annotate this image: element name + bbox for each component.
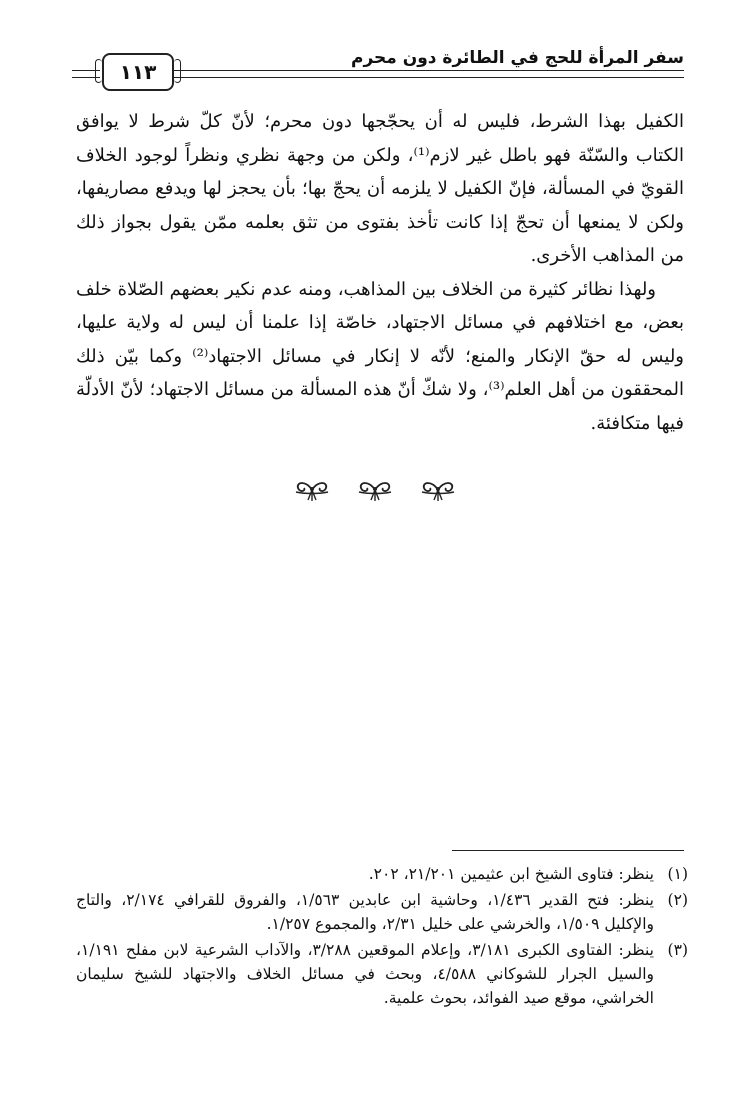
paragraph: ولهذا نظائر كثيرة من الخلاف بين المذاهب، ومنه عدم نكير بعضهم الصّلاة خلف بعض، مع اختلافهم في مسائل الاجتهاد، خاصّة إذا علمنا أن ليس له ولاية عليها، وليس له حقّ الإنكار والمنع؛ لأنّه لا إنكار في مسائل الاجتهاد⁽²⁾ وكما بيّن ذلك المحققون من أهل العلم⁽³⁾، ولا شكّ أنّ هذه المسألة من مسائل الاجتهاد؛ لأنّ الأدلّة فيها متكافئة.: [76, 278, 685, 434]
footnote: [76, 888, 688, 936]
footnote-number: (٢): [667, 891, 688, 909]
fleuron-icon: [416, 478, 460, 502]
page-number: ١١٣: [102, 53, 174, 91]
footnote: [76, 938, 688, 1010]
footnotes: [76, 862, 688, 1012]
footnote-separator: [452, 850, 684, 851]
header-title: سفر المرأة للحج في الطائرة دون محرم: [350, 48, 684, 68]
footnote-text: ينظر: فتح القدير ١/٤٣٦، وحاشية ابن عابدين ١/٥٦٣، والفروق للقرافي ٢/١٧٤، والتاج والإكليل ١/٥٠٩، والخرشي على خليل ٢/٣١، والمجموع ١/٢٥٧.: [76, 891, 654, 933]
paragraph: الكفيل بهذا الشرط، فليس له أن يحجّجها دون محرم؛ لأنّ كلّ شرط لا يوافق الكتاب والسّنّة فهو باطل غير لازم⁽¹⁾، ولكن من وجهة نظري ونظراً لوجود الخلاف القويّ في المسألة، فإنّ الكفيل لا يلزمه أن يحجّ بها؛ بأن يحجز لها ويدفع مصاريفها، ولكن لا يمنعها أن تحجّ إذا كانت تأخذ بفتوى من تثق بعلمه ممّن يقول بجواز ذلك من المذاهب الأخرى.: [76, 111, 685, 266]
running-header: [72, 40, 684, 90]
footnote: [76, 862, 688, 886]
footnote-number: (٣): [667, 941, 688, 959]
header-rule: [174, 70, 684, 78]
footnote-number: (١): [667, 865, 688, 883]
fleuron-icon: [353, 478, 397, 502]
section-divider: [290, 478, 460, 504]
footnote-text: ينظر: فتاوى الشيخ ابن عثيمين ٢١/٢٠١، ٢٠٢.: [368, 865, 654, 883]
main-text: [76, 105, 684, 440]
footnote-text: ينظر: الفتاوى الكبرى ٣/١٨١، وإعلام الموقعين ٣/٢٨٨، والآداب الشرعية لابن مفلح ١/١٩١، والسيل الجرار للشوكاني ٤/٥٨٨، وبحث في مسائل الخلاف والاجتهاد للشيخ سليمان الخراشي، موقع صيد الفوائد، بحوث علمية.: [76, 941, 654, 1007]
fleuron-icon: [290, 478, 334, 502]
